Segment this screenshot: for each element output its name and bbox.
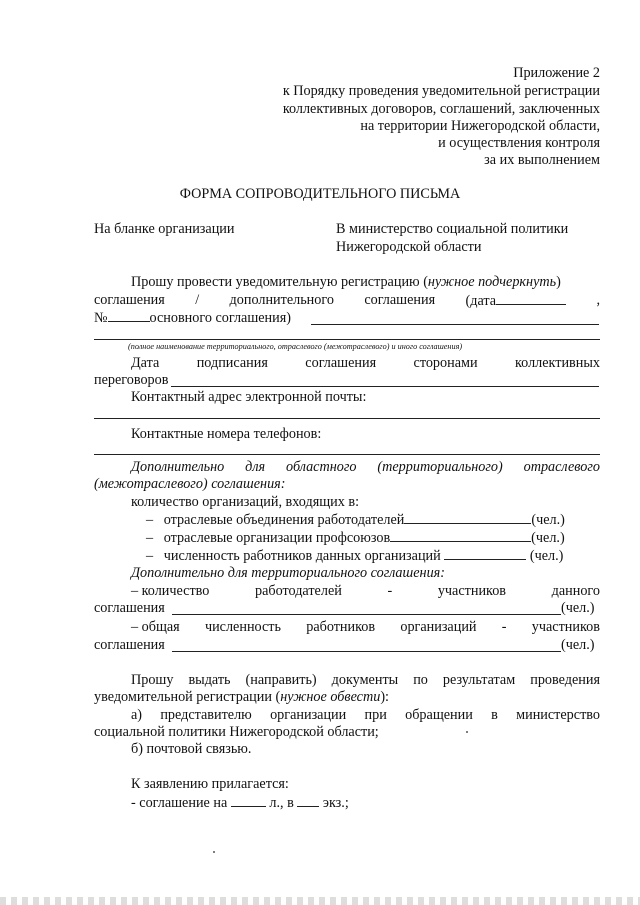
list-item: – отраслевые организации профсоюзов (чел.) bbox=[146, 530, 565, 546]
phones-field[interactable] bbox=[94, 454, 600, 455]
unit-label: (чел.) bbox=[561, 637, 595, 653]
scan-edge-artifact bbox=[0, 897, 640, 905]
header-line: за их выполнением bbox=[484, 152, 600, 168]
agreement-name-field-continued[interactable] bbox=[94, 339, 600, 340]
employees-total-field[interactable] bbox=[172, 651, 561, 652]
addressee-line: Нижегородской области bbox=[336, 239, 482, 255]
signing-date-row-2: переговоров bbox=[94, 372, 169, 388]
agreement-number-field[interactable] bbox=[108, 308, 150, 322]
main-agreement-row: № основного соглашения) bbox=[94, 310, 291, 326]
list-item: – численность работников данных организаций (чел.) bbox=[146, 548, 564, 564]
signing-date-field[interactable] bbox=[171, 386, 599, 387]
scan-speck bbox=[466, 731, 468, 733]
issue-row-2: уведомительной регистрации (нужное обвести): bbox=[94, 689, 389, 705]
header-line: и осуществления контроля bbox=[438, 135, 600, 151]
unit-label: (чел.) bbox=[561, 600, 595, 616]
pages-count-field[interactable] bbox=[231, 793, 266, 807]
attachment-item: - соглашение на л., в экз.; bbox=[131, 795, 349, 811]
employees-count-field[interactable] bbox=[444, 546, 526, 560]
territorial-row: – общая численность работников организаций - участников bbox=[131, 619, 600, 635]
territorial-row: – количество работодателей - участников данного bbox=[131, 583, 600, 599]
email-field[interactable] bbox=[94, 418, 600, 419]
issue-row: Прошу выдать (направить) документы по результатам проведения bbox=[131, 672, 600, 688]
email-label: Контактный адрес электронной почты: bbox=[131, 389, 367, 405]
agreement-name-hint: (полное наименование территориального, отраслевого (межотраслевого) и иного соглашения) bbox=[128, 342, 463, 351]
territorial-row-2: соглашения bbox=[94, 637, 165, 653]
header-line: к Порядку проведения уведомительной регистрации bbox=[282, 83, 600, 99]
option-a-row: а) представителю организации при обращении в министерство bbox=[131, 707, 600, 723]
organizations-count-label: количество организаций, входящих в: bbox=[131, 494, 360, 510]
date-field[interactable] bbox=[496, 291, 566, 305]
territorial-title: Дополнительно для территориального соглашения: bbox=[131, 565, 445, 581]
option-b: б) почтовой связью. bbox=[131, 741, 252, 757]
employers-count-field[interactable] bbox=[172, 614, 561, 615]
employers-associations-field[interactable] bbox=[404, 510, 531, 524]
phones-label: Контактные номера телефонов: bbox=[131, 426, 322, 442]
attachments-title: К заявлению прилагается: bbox=[131, 776, 289, 792]
trade-unions-field[interactable] bbox=[390, 528, 531, 542]
scan-speck bbox=[213, 851, 215, 853]
copies-count-field[interactable] bbox=[297, 793, 319, 807]
request-paragraph: Прошу провести уведомительную регистрацию (нужное подчеркнуть) bbox=[131, 274, 561, 290]
form-title: ФОРМА СОПРОВОДИТЕЛЬНОГО ПИСЬМА bbox=[179, 186, 461, 202]
option-a-row-2: социальной политики Нижегородской области; bbox=[94, 724, 379, 740]
regional-title-row-2: (межотраслевого) соглашения: bbox=[94, 476, 286, 492]
letterhead-note: На бланке организации bbox=[94, 221, 235, 237]
addressee-line: В министерство социальной политики bbox=[336, 221, 569, 237]
request-row: соглашения / дополнительного соглашения (дата , bbox=[94, 292, 600, 309]
signing-date-row: Дата подписания соглашения сторонами коллективных bbox=[131, 355, 600, 371]
territorial-row-2: соглашения bbox=[94, 600, 165, 616]
header-line: коллективных договоров, соглашений, заключенных bbox=[282, 101, 600, 117]
regional-title-row: Дополнительно для областного (территориального) отраслевого bbox=[131, 459, 600, 475]
appendix-number: Приложение 2 bbox=[513, 65, 600, 81]
header-line: на территории Нижегородской области, bbox=[360, 118, 600, 134]
list-item: – отраслевые объединения работодателей (чел.) bbox=[146, 512, 565, 528]
agreement-name-field[interactable] bbox=[311, 324, 599, 325]
